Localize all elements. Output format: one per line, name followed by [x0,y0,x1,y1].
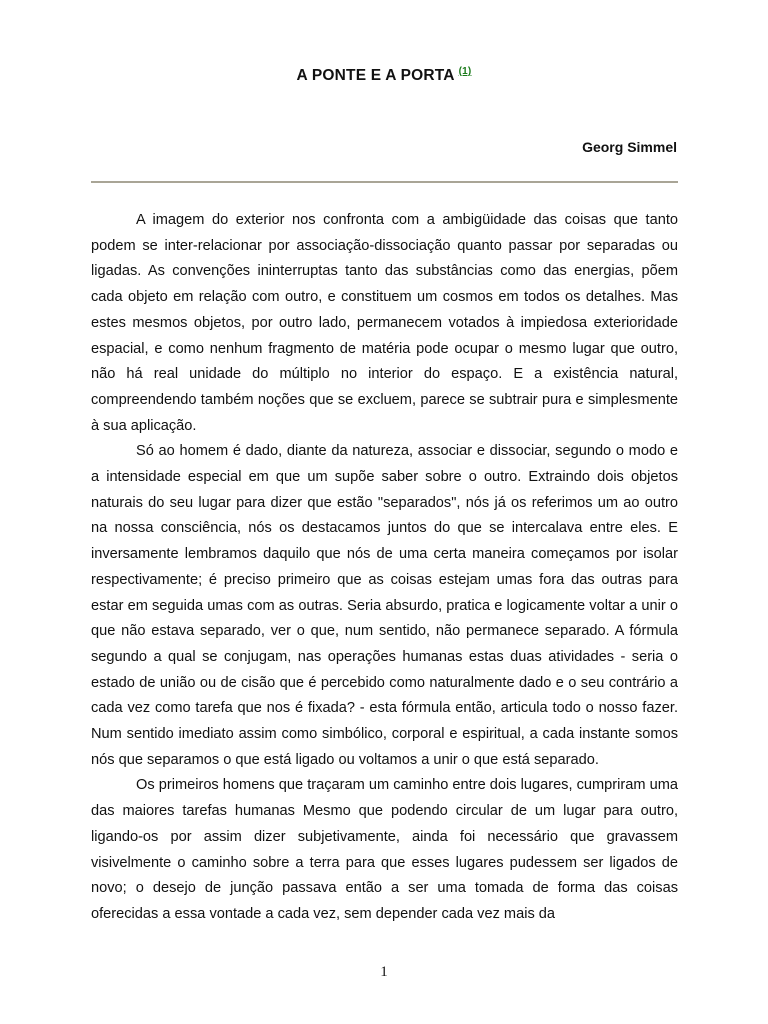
document-title: A PONTE E A PORTA [296,67,455,84]
paragraph: Só ao homem é dado, diante da natureza, associar e dissociar, segundo o modo e a intensidade especial em que um supõe saber sobre o outro. Extraindo dois objetos naturais do seu lugar para dizer que estão "separados", nós já os referimos um ao outro na nossa consciência, nós os destacamos juntos do que se intercalava entre eles. E inversamente lembramos daquilo que nós de uma certa maneira começamos por isolar respectivamente; é preciso primeiro que as coisas estejam umas fora das outras para estar em seguida umas com as outras. Seria absurdo, pratica e logicamente voltar a unir o que não estava separado, ver o que, num sentido, não permanece separado. A fórmula segundo a qual se conjugam, nas operações humanas estas duas atividades - seria o estado de união ou de cisão que é percebido como naturalmente dado e o seu contrário a cada vez como tarefa que nos é fixada? - esta fórmula então, articula todo o nosso fazer. Num sentido imediato assim como simbólico, corporal e espiritual, a cada instante somos nós que separamos o que está ligado ou voltamos a unir o que está separado. [91,443,678,768]
author-name: Georg Simmel [582,139,677,155]
paragraph: Os primeiros homens que traçaram um caminho entre dois lugares, cumpriram uma das maiores tarefas humanas Mesmo que podendo circular de um lugar para outro, ligando-os por assim dizer subjetivamente, ainda foi necessário que gravassem visivelmente o caminho sobre a terra para que esses lugares pudessem ser ligados de novo; o desejo de junção passava então a ser uma tomada de forma das coisas oferecidas a essa vontade a cada vez, sem depender cada vez mais da [91,777,678,922]
paragraph: A imagem do exterior nos confronta com a ambigüidade das coisas que tanto podem se inter-relacionar por associação-dissociação quanto passar por separadas ou ligadas. As convenções ininterruptas tanto das substâncias como das energias, põem cada objeto em relação com outro, e constituem um cosmos em todos os detalhes. Mas estes mesmos objetos, por outro lado, permanecem votados à impiedosa exterioridade espacial, e como nenhum fragmento de matéria pode ocupar o mesmo lugar que outro, não há real unidade do múltiplo no interior do espaço. E a existência natural, compreendendo também noções que se excluem, parece se subtrair pura e simplesmente à sua aplicação. [91,212,678,434]
page-number: 1 [380,964,388,980]
footnote-link[interactable]: (1) [458,66,472,77]
document-title-line [0,66,768,85]
horizontal-divider [91,181,678,183]
body-text [91,208,678,928]
